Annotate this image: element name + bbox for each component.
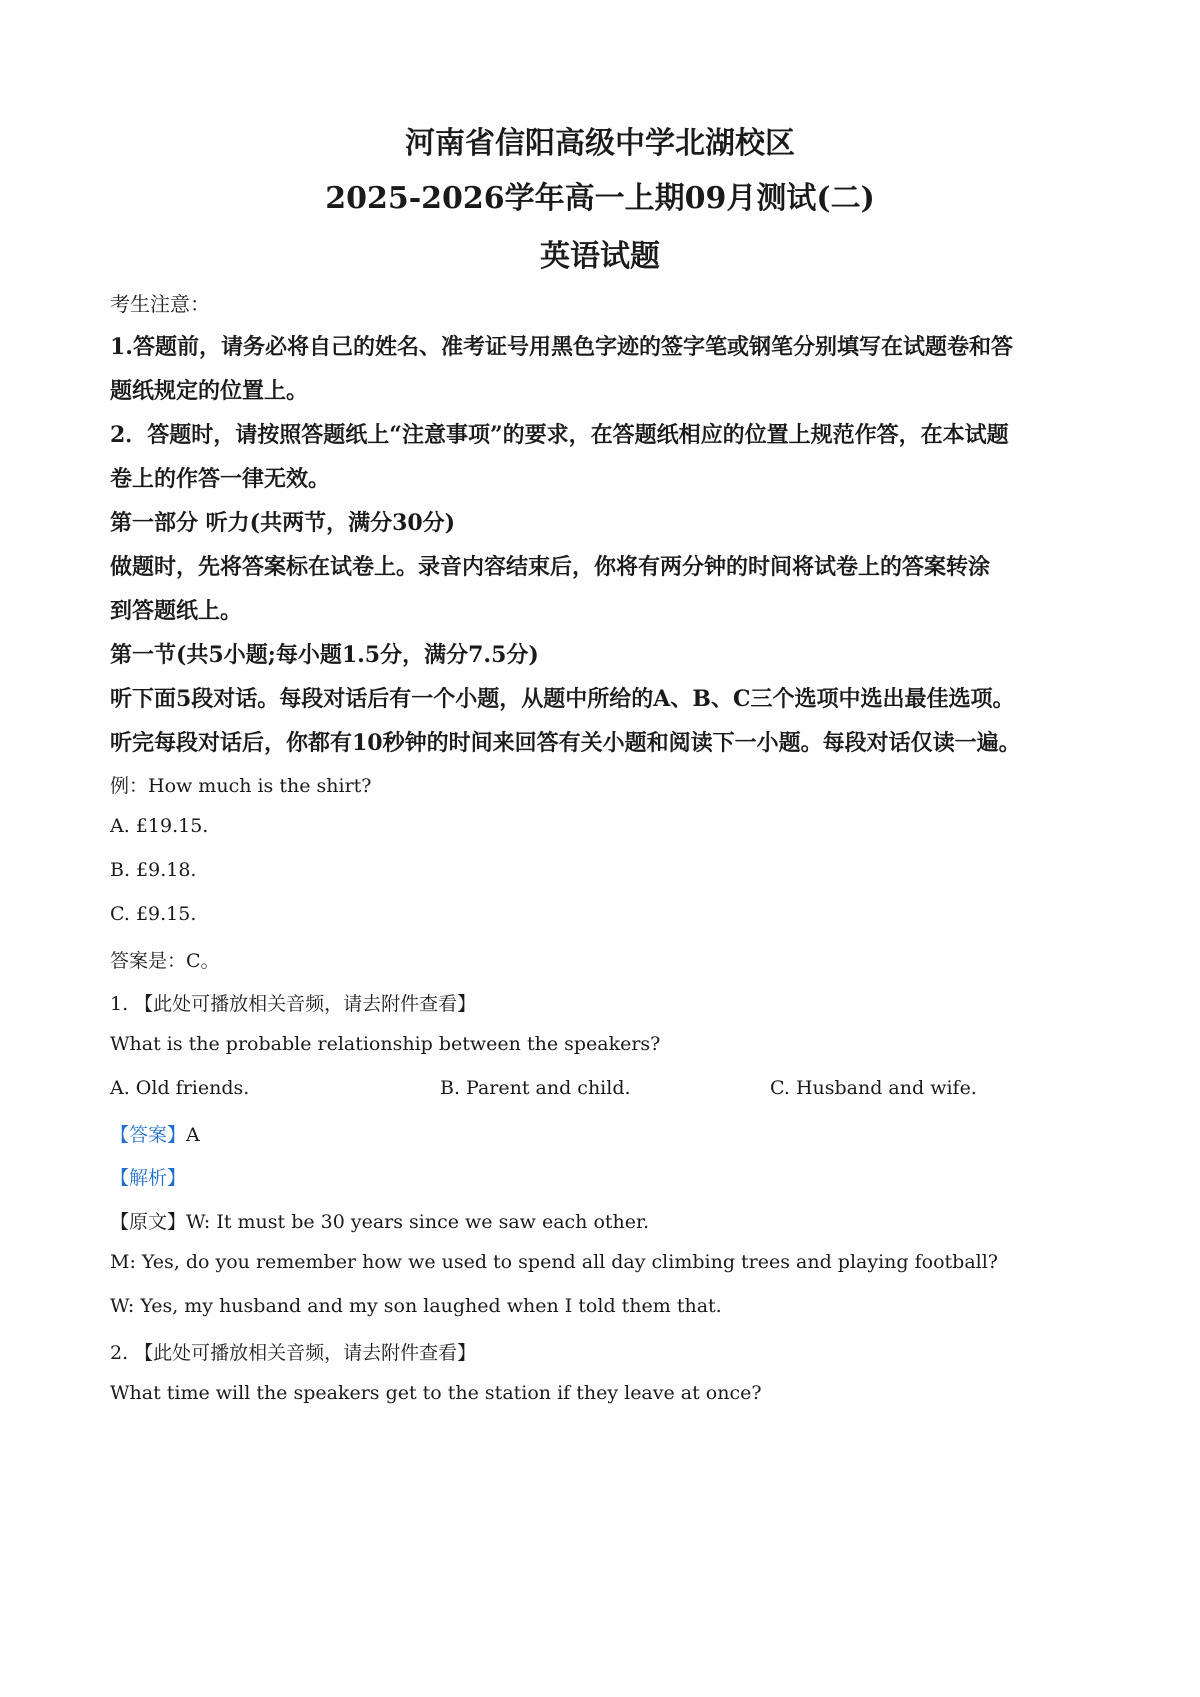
q2-audio-note: 2. 【此处可播放相关音频，请去附件查看】 xyxy=(110,1342,477,1364)
q1-transcript-line-3: W: Yes, my husband and my son laughed when I told them that. xyxy=(110,1295,722,1317)
q2-question: What time will the speakers get to the station if they leave at once? xyxy=(110,1382,762,1404)
part1-desc-line-2: 到答题纸上。 xyxy=(110,598,243,624)
subject-title: 英语试题 xyxy=(540,239,660,274)
q1-answer xyxy=(110,1120,200,1147)
part1-heading: 第一部分 听力(共两节，满分30分) xyxy=(110,510,456,536)
example-option-a: A. £19.15. xyxy=(110,815,209,837)
analysis-label: 【解析】 xyxy=(110,1167,187,1189)
example-option-c: C. £9.15. xyxy=(110,903,197,925)
answer-label: 【答案】 xyxy=(110,1124,187,1146)
q1-question: What is the probable relationship between the speakers? xyxy=(110,1033,661,1055)
answer-value: A xyxy=(186,1124,200,1146)
q1-transcript-line-2: M: Yes, do you remember how we used to spend all day climbing trees and playing football? xyxy=(110,1251,998,1273)
example-option-b: B. £9.18. xyxy=(110,859,197,881)
exam-title: 2025-2026学年高一上期09月测试(二) xyxy=(325,181,875,216)
section1-desc-line-1: 听下面5段对话。每段对话后有一个小题，从题中所给的A、B、C三个选项中选出最佳选项。 xyxy=(110,686,1015,712)
notice-heading: 考生注意： xyxy=(110,292,210,316)
notice-item-2-line-2: 卷上的作答一律无效。 xyxy=(110,466,331,492)
q1-option-b: B. Parent and child. xyxy=(440,1077,631,1099)
section1-desc-line-2: 听完每段对话后，你都有10秒钟的时间来回答有关小题和阅读下一小题。每段对话仅读一遍。 xyxy=(110,730,1021,756)
notice-item-1-line-1: 1.答题前，请务必将自己的姓名、准考证号用黑色字迹的签字笔或钢笔分别填写在试题卷和答 xyxy=(110,334,1013,360)
part1-desc-line-1: 做题时，先将答案标在试卷上。录音内容结束后，你将有两分钟的时间将试卷上的答案转涂 xyxy=(110,554,991,580)
example-answer: 答案是：C。 xyxy=(110,950,220,972)
notice-item-2-line-1: 2．答题时，请按照答题纸上“注意事项”的要求，在答题纸相应的位置上规范作答，在本试题 xyxy=(110,422,1009,448)
notice-item-1-line-2: 题纸规定的位置上。 xyxy=(110,378,309,404)
example-question: 例：How much is the shirt? xyxy=(110,775,372,797)
q1-option-c: C. Husband and wife. xyxy=(770,1077,977,1099)
transcript-label: 【原文】 xyxy=(110,1211,187,1233)
school-title: 河南省信阳高级中学北湖校区 xyxy=(405,126,795,161)
section1-heading: 第一节(共5小题;每小题1.5分，满分7.5分) xyxy=(110,642,539,668)
q1-transcript-line-1 xyxy=(110,1207,649,1234)
q1-option-a: A. Old friends. xyxy=(110,1077,250,1099)
transcript-text: W: It must be 30 years since we saw each other. xyxy=(186,1211,650,1233)
q1-audio-note: 1. 【此处可播放相关音频，请去附件查看】 xyxy=(110,993,477,1015)
